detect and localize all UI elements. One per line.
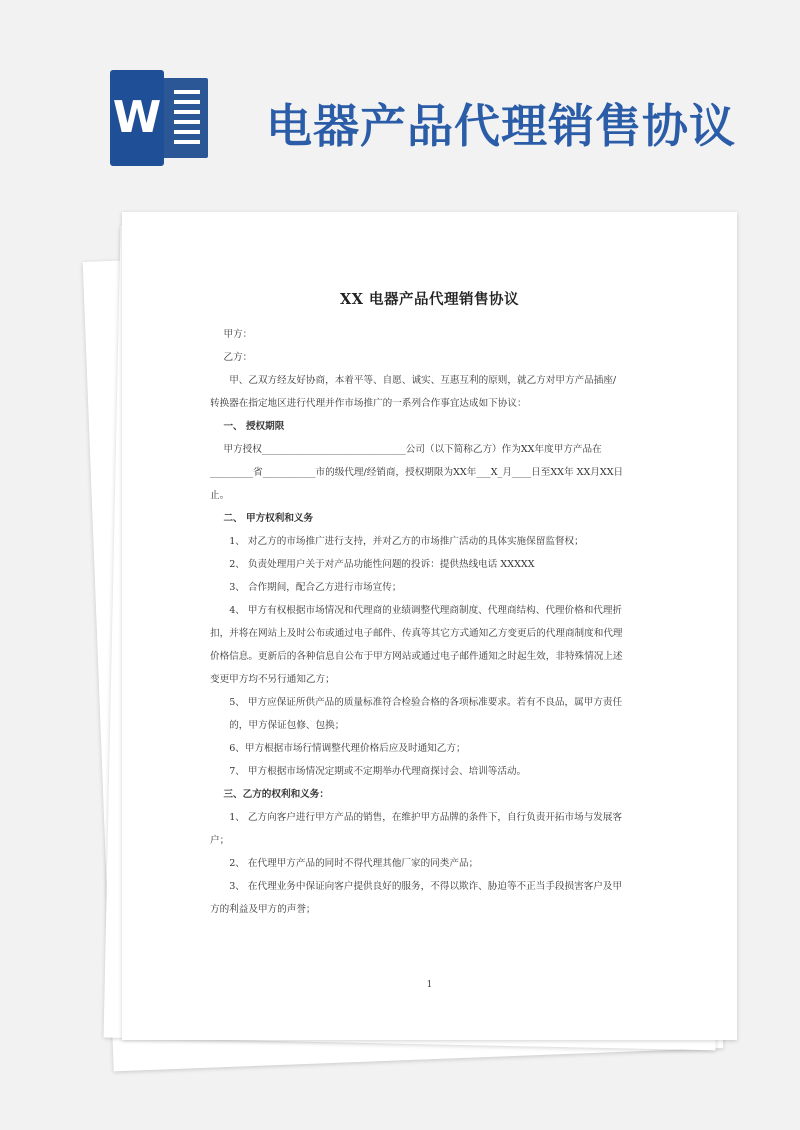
section-3-heading: 三、乙方的权利和义务： [223, 789, 329, 800]
section-2-item: 5、 甲方应保证所供产品的质量标准符合检验合格的各项标准要求。若有不良品，属甲方责任的，甲方保证包修、包换； [229, 697, 623, 731]
party-b-line: 乙方： [223, 352, 253, 363]
party-a-line: 甲方： [223, 329, 253, 340]
document-body [210, 323, 625, 921]
intro-paragraph: 甲、乙双方经友好协商，本着平等、自愿、诚实、互惠互利的原则，就乙方对甲方产品插座/转换器在指定地区进行代理并作市场推广的一系列合作事宜达成如下协议： [210, 375, 617, 409]
word-icon-letter: W [110, 70, 164, 166]
banner-title: 电器产品代理销售协议 [266, 99, 736, 153]
section-3-item: 2、 在代理甲方产品的同时不得代理其他厂家的同类产品； [229, 858, 479, 869]
banner [0, 0, 800, 210]
section-1-text: 甲方授权______________________________公司（以下简称乙方）作为XX年度甲方产品在_________省___________市的级代理/经销商，授权期限为XX年___X_月____日至XX年 XX月XX日止。 [210, 444, 624, 501]
section-2-item: 6、甲方根据市场行情调整代理价格后应及时通知乙方； [229, 743, 466, 754]
section-2-item: 7、 甲方根据市场情况定期或不定期举办代理商探讨会、培训等活动。 [229, 766, 527, 777]
section-3-item: 1、 乙方向客户进行甲方产品的销售，在维护甲方品牌的条件下，自行负责开拓市场与发展客户； [210, 812, 623, 846]
section-3-item: 3、 在代理业务中保证向客户提供良好的服务，不得以欺诈、胁迫等不正当手段损害客户及甲方的利益及甲方的声誉； [210, 881, 623, 915]
document-page [122, 212, 737, 1040]
document-title: XX 电器产品代理销售协议 [339, 291, 520, 308]
section-2-heading: 二、 甲方权利和义务 [223, 513, 314, 524]
page-number: 1 [426, 980, 433, 990]
section-2-item: 4、 甲方有权根据市场情况和代理商的业绩调整代理商制度、代理商结构、代理价格和代理折扣，并将在网站上及时公布或通过电子邮件、传真等其它方式通知乙方变更后的代理商制度和代理价格信息。更新后的各种信息自公布于甲方网站或通过电子邮件通知之时起生效，非特殊情况上述变更甲方均不另行通知乙方； [210, 605, 623, 685]
section-2-item: 3、 合作期间，配合乙方进行市场宣传； [229, 582, 402, 593]
word-icon [110, 70, 210, 166]
section-2-item: 2、 负责处理用户关于对产品功能性问题的投诉：提供热线电话 XXXXX [229, 559, 535, 570]
section-1-heading: 一、 授权期限 [223, 421, 285, 432]
section-2-item: 1、 对乙方的市场推广进行支持，并对乙方的市场推广活动的具体实施保留监督权； [229, 536, 584, 547]
